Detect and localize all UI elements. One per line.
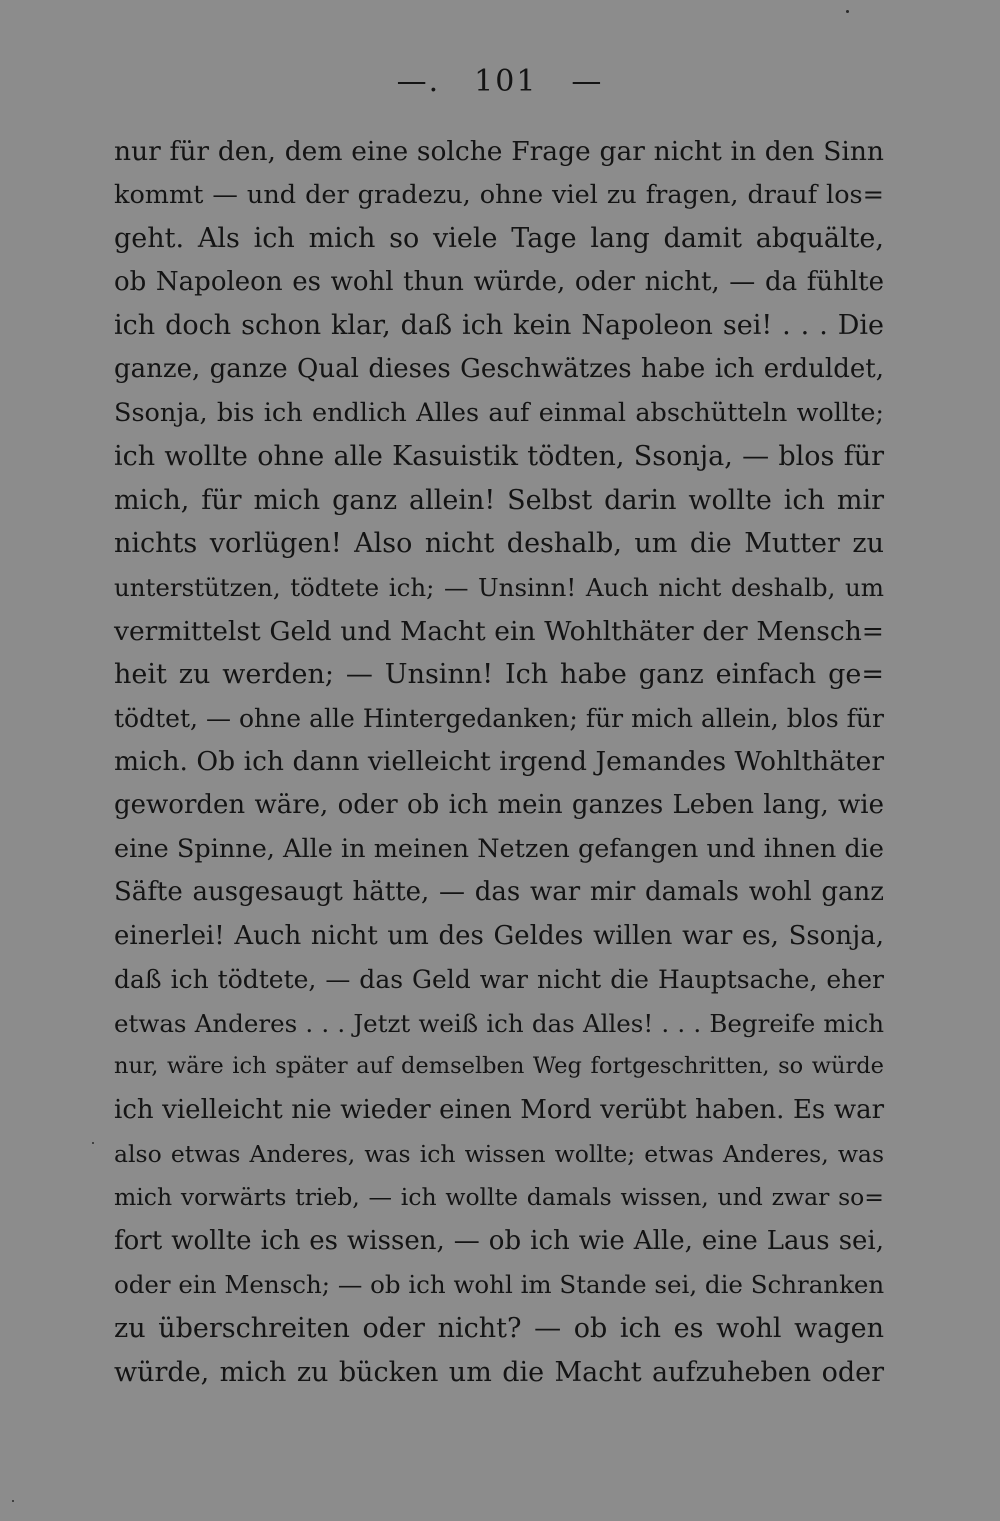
header-dash-left: —. xyxy=(396,64,441,99)
text-line: mich vorwärts trieb, — ich wollte damals wissen, und zwar so= xyxy=(114,1183,884,1212)
text-line: geht. Als ich mich so viele Tage lang damit abquälte, xyxy=(114,223,884,255)
text-line: nur für den, dem eine solche Frage gar nicht in den Sinn xyxy=(114,136,884,167)
text-line: ich doch schon klar, daß ich kein Napoleon sei! . . . Die xyxy=(114,310,884,342)
scan-speck xyxy=(92,1142,94,1144)
text-line: ich wollte ohne alle Kasuistik tödten, Ssonja, — blos für xyxy=(114,441,884,473)
page-number: 101 xyxy=(474,64,538,99)
page-header xyxy=(0,64,1000,99)
scan-speck xyxy=(12,1500,14,1502)
text-line: Ssonja, bis ich endlich Alles auf einmal abschütteln wollte; xyxy=(114,397,884,428)
text-line: ganze, ganze Qual dieses Geschwätzes habe ich erduldet, xyxy=(114,353,884,384)
text-line: etwas Anderes . . . Jetzt weiß ich das Alles! . . . Begreife mich xyxy=(114,1008,884,1038)
scan-speck xyxy=(846,10,849,13)
text-line: kommt — und der gradezu, ohne viel zu fragen, drauf los= xyxy=(114,179,884,210)
text-line: nur, wäre ich später auf demselben Weg fortgeschritten, so würde xyxy=(114,1053,884,1080)
text-line: ich vielleicht nie wieder einen Mord verübt haben. Es war xyxy=(114,1095,884,1126)
text-line: unterstützen, tödtete ich; — Unsinn! Auch nicht deshalb, um xyxy=(114,572,884,602)
text-line: ob Napoleon es wohl thun würde, oder nicht, — da fühlte xyxy=(114,266,884,297)
text-line: mich, für mich ganz allein! Selbst darin wollte ich mir xyxy=(114,484,884,516)
text-line: also etwas Anderes, was ich wissen wollte; etwas Anderes, was xyxy=(114,1139,884,1168)
text-line: geworden wäre, oder ob ich mein ganzes Leben lang, wie xyxy=(114,789,884,820)
text-line: tödtet, — ohne alle Hintergedanken; für mich allein, blos für xyxy=(114,703,884,733)
text-line: mich. Ob ich dann vielleicht irgend Jemandes Wohlthäter xyxy=(114,746,884,778)
text-line: zu überschreiten oder nicht? — ob ich es wohl wagen xyxy=(114,1313,884,1345)
text-line: nichts vorlügen! Also nicht deshalb, um die Mutter zu xyxy=(114,528,884,560)
text-line: Säfte ausgesaugt hätte, — das war mir damals wohl ganz xyxy=(114,877,884,908)
text-line: würde, mich zu bücken um die Macht aufzuheben oder xyxy=(114,1356,884,1388)
text-line: oder ein Mensch; — ob ich wohl im Stande sei, die Schranken xyxy=(114,1270,885,1300)
text-line: fort wollte ich es wissen, — ob ich wie Alle, eine Laus sei, xyxy=(114,1225,884,1256)
text-line: vermittelst Geld und Macht ein Wohlthäter der Mensch= xyxy=(114,615,884,647)
text-line: daß ich tödtete, — das Geld war nicht die Hauptsache, eher xyxy=(114,965,884,995)
body-text xyxy=(114,130,884,1394)
text-line: einerlei! Auch nicht um des Geldes willen war es, Ssonja, xyxy=(114,920,884,951)
text-line: heit zu werden; — Unsinn! Ich habe ganz einfach ge= xyxy=(114,659,884,691)
text-line: eine Spinne, Alle in meinen Netzen gefangen und ihnen die xyxy=(114,833,884,864)
header-dash-right: — xyxy=(571,64,604,99)
